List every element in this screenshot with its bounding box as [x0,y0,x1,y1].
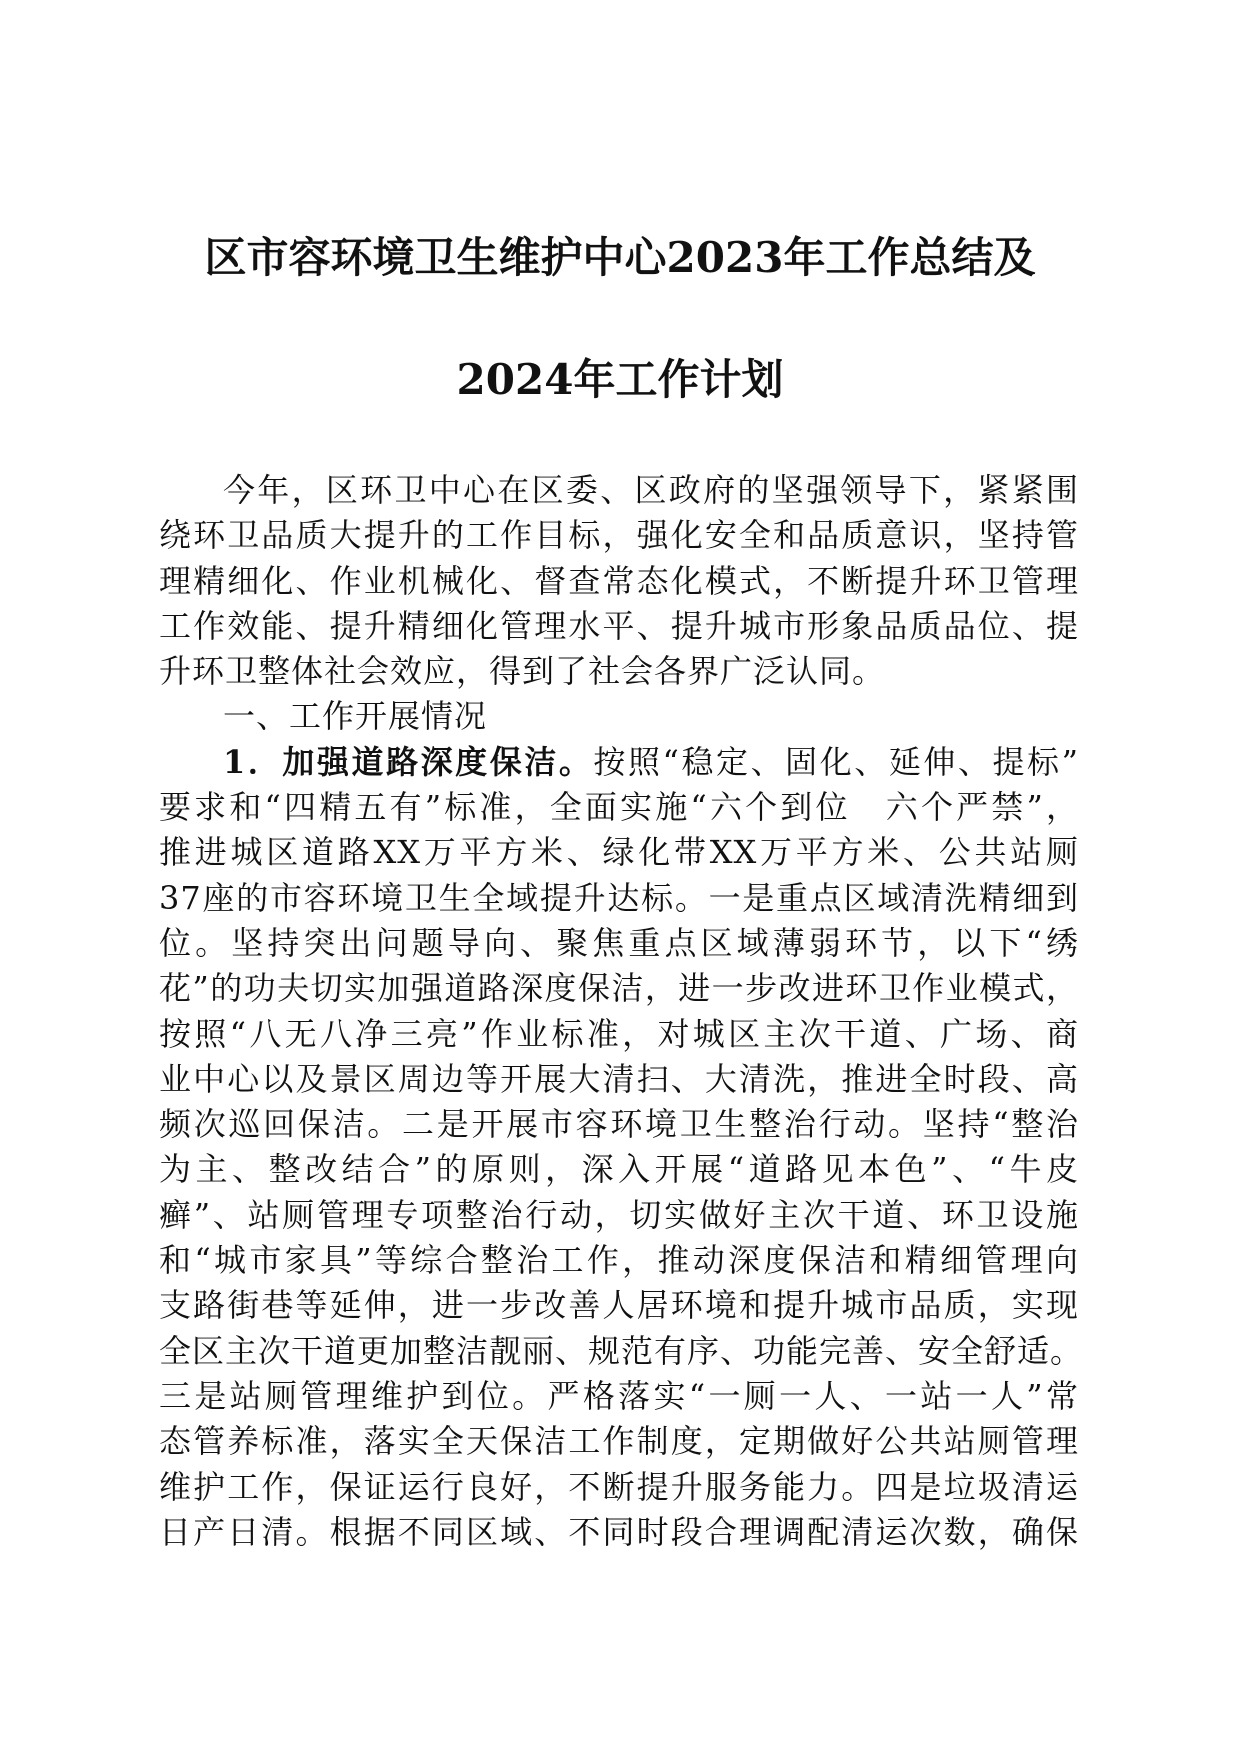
paragraph-line: 今年，区环卫中心在区委、区政府的坚强领导下，紧紧围 [223,471,1079,509]
document-title-line-2: 2024年工作计划 [456,355,784,404]
paragraph-line: 支路街巷等延伸，进一步改善人居环境和提升城市品质，实现 [159,1286,1079,1325]
section-heading: 一、工作开展情况 [223,697,488,736]
paragraph-line: 癣”、站厕管理专项整治行动，切实做好主次干道、环卫设施 [159,1195,1079,1234]
paragraph-line: 和“城市家具”等综合整治工作，推动深度保洁和精细管理向 [159,1241,1079,1280]
paragraph-line: 位。坚持突出问题导向、聚焦重点区域薄弱环节，以下“绣 [159,923,1079,962]
paragraph-line: 态管养标准，落实全天保洁工作制度，定期做好公共站厕管理 [159,1422,1079,1461]
paragraph-line: 37座的市容环境卫生全域提升达标。一是重点区域清洗精细到 [159,878,1079,917]
paragraph-line: 推进城区道路XX万平方米、绿化带XX万平方米、公共站厕 [159,833,1079,872]
paragraph-line: 升环卫整体社会效应，得到了社会各界广泛认同。 [159,652,886,691]
paragraph-line: 理精细化、作业机械化、督查常态化模式，不断提升环卫管理 [159,561,1079,600]
intro-paragraph [159,468,1079,694]
document-title-line-1: 区市容环境卫生维护中心2023年工作总结及 [204,233,1036,282]
document-body [159,468,1084,1555]
paragraph-line: 全区主次干道更加整洁靓丽、规范有序、功能完善、安全舒适。 [159,1331,1084,1370]
item-first-line-text: 按照“稳定、固化、延伸、提标” [593,742,1079,781]
paragraph-line: 花”的功夫切实加强道路深度保洁，进一步改进环卫作业模式， [159,969,1079,1008]
paragraph-line [159,740,1079,785]
paragraph-line: 维护工作，保证运行良好，不断提升服务能力。四是垃圾清运 [159,1467,1079,1506]
paragraph-line: 绕环卫品质大提升的工作目标，强化安全和品质意识，坚持管 [159,516,1079,555]
paragraph-line: 按照“八无八净三亮”作业标准，对城区主次干道、广场、商 [159,1014,1079,1053]
paragraph-line: 业中心以及景区周边等开展大清扫、大清洗，推进全时段、高 [159,1059,1079,1098]
paragraph-line: 要求和“四精五有”标准，全面实施“六个到位 六个严禁”， [159,788,1079,827]
paragraph-line: 为主、整改结合”的原则，深入开展“道路见本色”、“牛皮 [159,1150,1079,1189]
item-1-paragraph [159,740,1084,1555]
paragraph-line: 三是站厕管理维护到位。严格落实“一厕一人、一站一人”常 [159,1376,1079,1415]
paragraph-line: 频次巡回保洁。二是开展市容环境卫生整治行动。坚持“整治 [159,1105,1079,1144]
item-heading: 1．加强道路深度保洁。 [223,742,594,781]
paragraph-line: 工作效能、提升精细化管理水平、提升城市形象品质品位、提 [159,606,1079,645]
paragraph-line: 日产日清。根据不同区域、不同时段合理调配清运次数，确保 [159,1512,1079,1551]
